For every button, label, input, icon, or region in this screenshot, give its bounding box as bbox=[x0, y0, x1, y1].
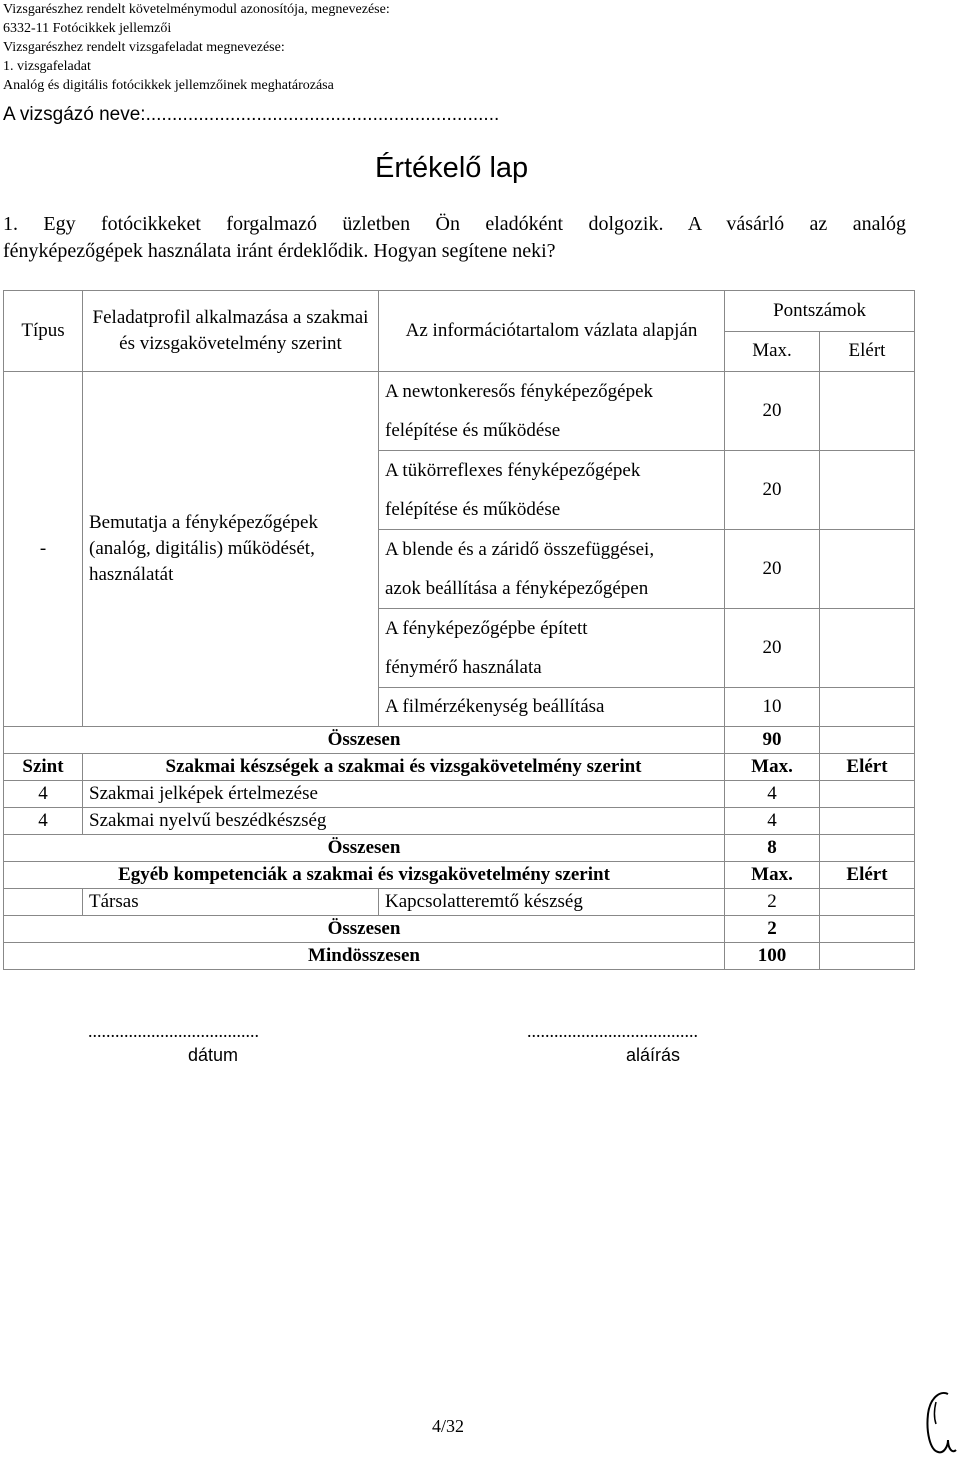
info-item-2: A tükörreflexes fényképezőgépek felépítése és működése bbox=[379, 451, 725, 530]
header-profil: Feladatprofil alkalmazása a szakmai és vizsgakövetelmény szerint bbox=[83, 291, 379, 372]
profil-value: Bemutatja a fényképezőgépek (analóg, digitális) működését, használatát bbox=[83, 372, 379, 727]
total-1-elert bbox=[820, 727, 915, 754]
total-2-elert bbox=[820, 835, 915, 862]
header-line-5: Analóg és digitális fotócikkek jellemzőinek meghatározása bbox=[3, 78, 334, 93]
page-title: Értékelő lap bbox=[375, 152, 529, 184]
info-item-1: A newtonkeresős fényképezőgépek felépítése és működése bbox=[379, 372, 725, 451]
info-item-1-max: 20 bbox=[725, 372, 820, 451]
header-line-3: Vizsgarészhez rendelt vizsgafeladat megnevezése: bbox=[3, 40, 285, 55]
header-max: Max. bbox=[725, 331, 820, 372]
other-max: 2 bbox=[725, 889, 820, 916]
info-item-5: A filmérzékenység beállítása bbox=[379, 688, 725, 727]
skill-1-level: 4 bbox=[4, 781, 83, 808]
total-3-label: Összesen bbox=[4, 916, 725, 943]
info-item-3-elert bbox=[820, 530, 915, 609]
signature-dots: ...................................... bbox=[527, 1021, 698, 1041]
skill-2-level: 4 bbox=[4, 808, 83, 835]
header-other: Egyéb kompetenciák a szakmai és vizsgakövetelmény szerint bbox=[4, 862, 725, 889]
total-3-value: 2 bbox=[725, 916, 820, 943]
task-text-line-1: 1. Egy fotócikkeket forgalmazó üzletben Ön eladóként dolgozik. A vásárló az analóg bbox=[3, 213, 906, 235]
header-szint: Szint bbox=[4, 754, 83, 781]
info-item-3: A blende és a záridő összefüggései, azok beállítása a fényképezőgépen bbox=[379, 530, 725, 609]
skill-1-max: 4 bbox=[725, 781, 820, 808]
info-item-1-elert bbox=[820, 372, 915, 451]
other-type: Társas bbox=[83, 889, 379, 916]
info-item-4: A fényképezőgépbe épített fénymérő használata bbox=[379, 609, 725, 688]
info-item-5-max: 10 bbox=[725, 688, 820, 727]
initials-signature bbox=[918, 1388, 958, 1460]
header-max-2: Max. bbox=[725, 754, 820, 781]
date-label: dátum bbox=[188, 1045, 239, 1065]
header-line-1: Vizsgarészhez rendelt követelménymodul azonosítója, megnevezése: bbox=[3, 2, 390, 17]
total-3-elert bbox=[820, 916, 915, 943]
date-dots: ...................................... bbox=[88, 1021, 259, 1041]
grand-total-value: 100 bbox=[725, 943, 820, 970]
header-elert-2: Elért bbox=[820, 754, 915, 781]
skill-2-elert bbox=[820, 808, 915, 835]
document-header bbox=[3, 0, 390, 95]
tipus-value: - bbox=[4, 372, 83, 727]
evaluation-table bbox=[3, 290, 915, 970]
total-1-value: 90 bbox=[725, 727, 820, 754]
skill-2-max: 4 bbox=[725, 808, 820, 835]
header-skills: Szakmai készségek a szakmai és vizsgakövetelmény szerint bbox=[83, 754, 725, 781]
header-elert-3: Elért bbox=[820, 862, 915, 889]
header-tipus: Típus bbox=[4, 291, 83, 372]
header-max-3: Max. bbox=[725, 862, 820, 889]
task-text-line-2: fényképezőgépek használata iránt érdeklődik. Hogyan segítene neki? bbox=[3, 240, 556, 262]
total-1-label: Összesen bbox=[4, 727, 725, 754]
other-elert bbox=[820, 889, 915, 916]
header-info: Az információtartalom vázlata alapján bbox=[379, 291, 725, 372]
total-2-label: Összesen bbox=[4, 835, 725, 862]
header-line-2: 6332-11 Fotócikkek jellemzői bbox=[3, 21, 172, 36]
total-2-value: 8 bbox=[725, 835, 820, 862]
candidate-name-field: A vizsgázó neve:................................................................... bbox=[3, 104, 500, 125]
header-pontszamok: Pontszámok bbox=[725, 291, 915, 332]
info-item-5-elert bbox=[820, 688, 915, 727]
grand-total-label: Mindösszesen bbox=[4, 943, 725, 970]
grand-total-elert bbox=[820, 943, 915, 970]
skill-2-name: Szakmai nyelvű beszédkészség bbox=[83, 808, 725, 835]
other-name: Kapcsolatteremtő készség bbox=[379, 889, 725, 916]
header-line-4: 1. vizsgafeladat bbox=[3, 59, 91, 74]
info-item-3-max: 20 bbox=[725, 530, 820, 609]
other-empty bbox=[4, 889, 83, 916]
skill-1-name: Szakmai jelképek értelmezése bbox=[83, 781, 725, 808]
page-number: 4/32 bbox=[432, 1416, 465, 1436]
info-item-4-elert bbox=[820, 609, 915, 688]
info-item-2-max: 20 bbox=[725, 451, 820, 530]
skill-1-elert bbox=[820, 781, 915, 808]
signature-label: aláírás bbox=[626, 1045, 681, 1065]
header-elert: Elért bbox=[820, 331, 915, 372]
info-item-4-max: 20 bbox=[725, 609, 820, 688]
info-item-2-elert bbox=[820, 451, 915, 530]
